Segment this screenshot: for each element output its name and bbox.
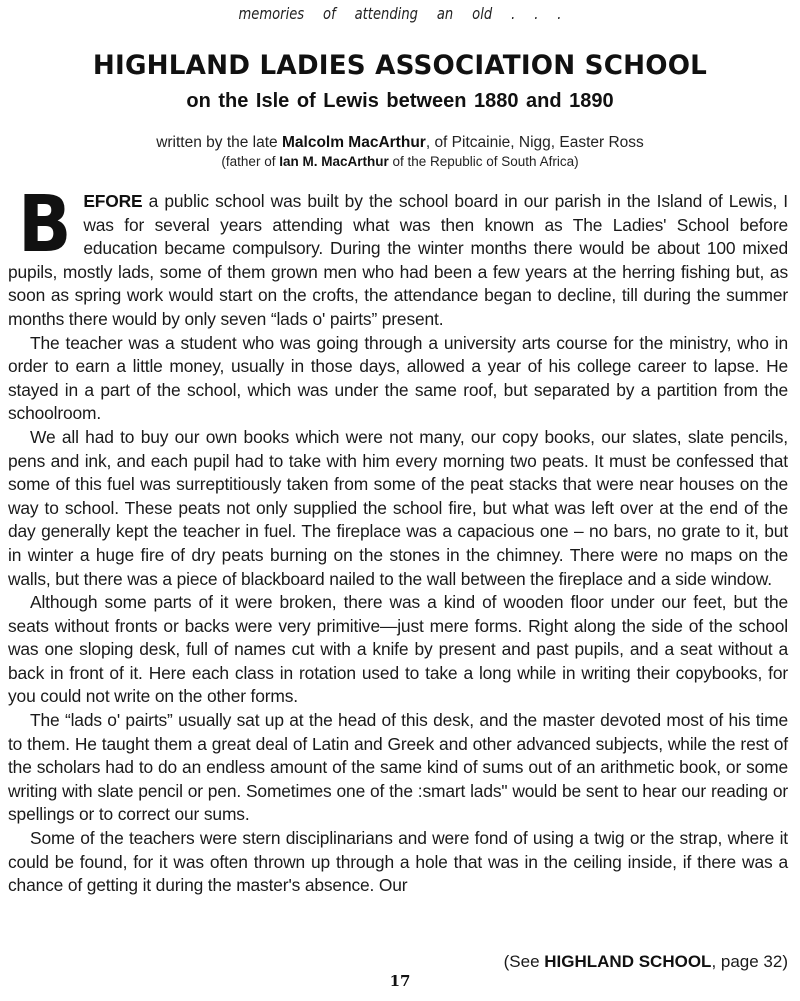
paragraph xyxy=(8,180,788,332)
paragraph: We all had to buy our own books which were not many, our copy books, our slates, slate pencils, pens and ink, and each pupil had to take with him every morning two peats. It must be confessed that some of this fuel was surreptitiously taken from some of the peat stacks that were near houses on the way to school. These peats not only supplied the school fire, but what was left over at the end of the day generally kept the teacher in fuel. The fireplace was a capacious one – no bars, no grate to it, but in winter a huge fire of dry peats burning on the stones in the chimney. There were no maps on the walls, but there was a piece of blackboard nailed to the wall between the fireplace and a side window. xyxy=(8,426,788,589)
paragraph-text: a public school was built by the school board in our parish in the Island of Lewis, I was for several years attending what was then known as The Ladies' School before education became compulsory. During the winter months there would be about 100 mixed pupils, mostly lads, some of them grown men who had been a few years at the herring fishing but, as soon as spring work would start on the crofts, the attendance began to decline, till during the summer months there would by only seven “lads o' pairts” present. xyxy=(8,191,788,329)
paragraph: Although some parts of it were broken, there was a kind of wooden floor under our feet, but the seats without fronts or backs were very primitive—just mere forms. Right along the side of the school was one sloping desk, full of names cut with a knife by present and past pupils, and a seat without a back in front of it. Here each class in rotation used to take a long while in writing their copybooks, for you could not write on the other forms. xyxy=(8,592,788,707)
paragraph: The teacher was a student who was going through a university arts course for the ministry, who in order to earn a little money, usually in those days, allowed a year of his college career to lapse. He stayed in a part of the school, which was under the same roof, but separated by a partition from the schoolroom. xyxy=(8,332,788,424)
article-title: HIGHLAND LADIES ASSOCIATION SCHOOL xyxy=(92,50,708,81)
article-subtitle: on the Isle of Lewis between 1880 and 1890 xyxy=(186,90,614,112)
drop-cap: B xyxy=(18,180,72,270)
byline-note-suffix: of the Republic of South Africa) xyxy=(388,154,579,169)
continuation-prefix: (See xyxy=(503,952,545,971)
byline xyxy=(0,134,800,152)
byline-note xyxy=(0,154,800,169)
byline-prefix: written by the late xyxy=(156,134,282,151)
paragraph: Some of the teachers were stern disciplinarians and were fond of using a twig or the strap, where it could be found, for it was often thrown up through a hole that was in the ceiling inside, if there was a chance of getting it during the master's absence. Our xyxy=(8,828,788,896)
lead-in: EFORE xyxy=(83,191,143,211)
article-body xyxy=(8,180,788,898)
byline-suffix: , of Pitcainie, Nigg, Easter Ross xyxy=(425,134,644,151)
continuation-note xyxy=(504,952,788,972)
paragraph: The “lads o' pairts” usually sat up at the head of this desk, and the master devoted most of his time to them. He taught them a great deal of Latin and Greek and other advanced subjects, while the rest of the scholars had to do an endless amount of the same kind of sums out of an arithmetic book, or some writing with slate pencil or pen. Sometimes one of the :smart lads" would be sent to hear our reading or spellings or to correct our sums. xyxy=(8,710,788,825)
continuation-suffix: , page 32) xyxy=(711,952,788,971)
section-kicker: memories of attending an old . . . xyxy=(238,4,562,23)
related-name: Ian M. MacArthur xyxy=(279,154,389,169)
continuation-target: HIGHLAND SCHOOL xyxy=(544,952,712,971)
author-name: Malcolm MacArthur xyxy=(281,134,426,151)
page-number: 17 xyxy=(389,972,411,990)
byline-note-prefix: (father of xyxy=(221,154,280,169)
